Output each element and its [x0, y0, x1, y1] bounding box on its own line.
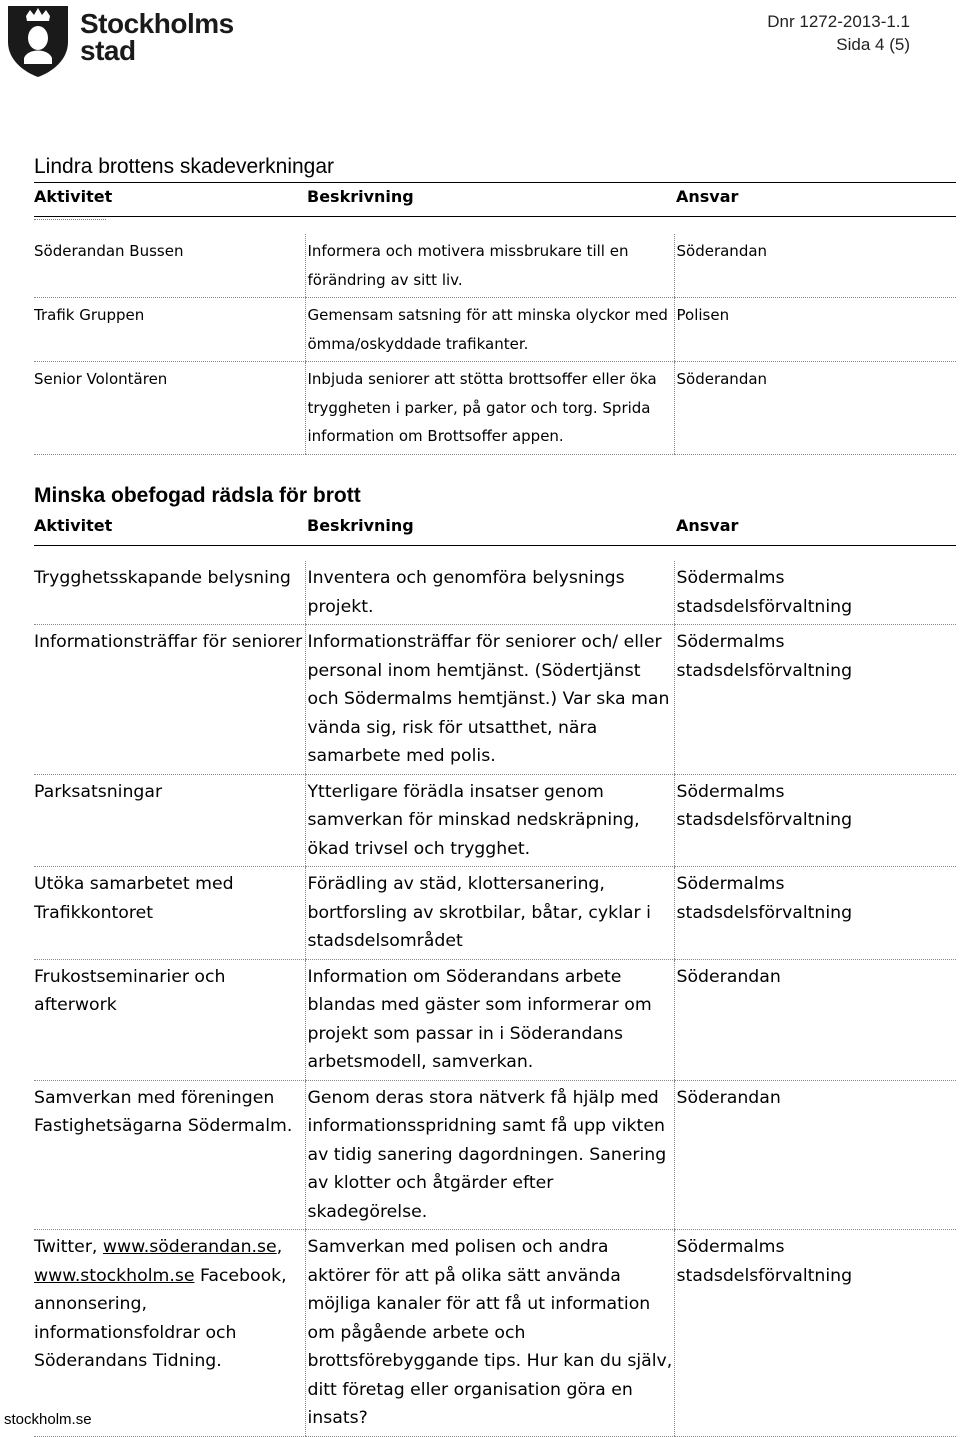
- col-ansvar: Ansvar: [676, 516, 739, 535]
- table-row: [34, 959, 956, 1080]
- activity-cell: Frukostseminarier och afterwork: [34, 959, 305, 1080]
- table-row: [34, 1080, 956, 1230]
- header-rule: [34, 182, 956, 183]
- responsible-cell: Södermalms stadsdelsförvaltning: [674, 561, 956, 625]
- responsible-cell: Södermalms stadsdelsförvaltning: [674, 625, 956, 775]
- table-row: [34, 774, 956, 867]
- activity-cell: Trafik Gruppen: [34, 298, 305, 362]
- responsible-cell: Söderandan: [674, 1080, 956, 1230]
- description-cell: Inbjuda seniorer att stötta brottsoffer eller öka tryggheten i parker, på gator och torg. Sprida information om Brottsoffer appen.: [305, 362, 674, 455]
- table-row: [34, 362, 956, 455]
- table-row: [34, 561, 956, 625]
- responsible-cell: Södermalms stadsdelsförvaltning: [674, 774, 956, 867]
- responsible-cell: Södermalms stadsdelsförvaltning: [674, 1230, 956, 1437]
- col-aktivitet: Aktivitet: [34, 187, 113, 206]
- table-row: [34, 234, 956, 298]
- section1-table-header: [34, 186, 956, 217]
- responsible-cell: Södermalms stadsdelsförvaltning: [674, 867, 956, 960]
- crown-shield-icon: [4, 2, 72, 78]
- activity-prefix: Twitter,: [34, 1237, 103, 1257]
- table-row: [34, 298, 956, 362]
- activity-suffix: Facebook, annonsering, informationsfoldrar och Söderandans Tidning.: [34, 1265, 287, 1371]
- activity-cell: Utöka samarbetet med Trafikkontoret: [34, 867, 305, 960]
- stockholms-stad-logo: [4, 2, 234, 80]
- activity-cell: Informationsträffar för seniorer: [34, 625, 305, 775]
- responsible-cell: Polisen: [674, 298, 956, 362]
- col-beskrivning: Beskrivning: [307, 187, 414, 206]
- description-cell: Ytterligare förädla insatser genom samverkan för minskad nedskräpning, ökad trivsel och trygghet.: [305, 774, 674, 867]
- section1-table: [34, 234, 956, 455]
- table-row: [34, 867, 956, 960]
- description-cell: Gemensam satsning för att minska olyckor med ömma/oskyddade trafikanter.: [305, 298, 674, 362]
- description-cell: Information om Söderandans arbete blandas med gäster som informerar om projekt som passar in i Söderandans arbetsmodell, samverkan.: [305, 959, 674, 1080]
- col-beskrivning: Beskrivning: [307, 516, 414, 535]
- divider: [34, 219, 106, 220]
- activity-cell: Samverkan med föreningen Fastighetsägarna Södermalm.: [34, 1080, 305, 1230]
- logo-line-2: stad: [80, 35, 136, 66]
- activity-cell: Trygghetsskapande belysning: [34, 561, 305, 625]
- page-number: Sida 4 (5): [836, 35, 910, 54]
- table-row: [34, 625, 956, 775]
- section-title-lindra: Lindra brottens skadeverkningar: [34, 155, 335, 178]
- activity-cell: Senior Volontären: [34, 362, 305, 455]
- description-cell: Informationsträffar för seniorer och/ eller personal inom hemtjänst. (Södertjänst och Södermalms hemtjänst.) Var ska man vända sig, risk för utsatthet, nära samarbete med polis.: [305, 625, 674, 775]
- description-cell: Informera och motivera missbrukare till en förändring av sitt liv.: [305, 234, 674, 298]
- link-separator: ,: [276, 1237, 283, 1257]
- section2-table: [34, 561, 956, 1437]
- link-soderandan[interactable]: www.söderandan.se: [102, 1237, 277, 1257]
- description-cell: Genom deras stora nätverk få hjälp med informationsspridning samt få upp vikten av tidig sanering dagordningen. Sanering av klotter och åtgärder efter skadegörelse.: [305, 1080, 674, 1230]
- responsible-cell: Söderandan: [674, 959, 956, 1080]
- logo-line-1: Stockholms: [80, 8, 234, 39]
- description-cell: Inventera och genomföra belysnings projekt.: [305, 561, 674, 625]
- responsible-cell: Söderandan: [674, 362, 956, 455]
- dnr-number: Dnr 1272-2013-1.1: [767, 12, 910, 31]
- description-cell: Samverkan med polisen och andra aktörer för att på olika sätt använda möjliga kanaler för att få ut information om pågående arbete och brottsförebyggande tips. Hur kan du själv, ditt företag eller organisation göra en insats?: [305, 1230, 674, 1437]
- activity-cell: Söderandan Bussen: [34, 234, 305, 298]
- responsible-cell: Söderandan: [674, 234, 956, 298]
- activity-cell: [34, 1230, 305, 1437]
- link-stockholm[interactable]: www.stockholm.se: [34, 1265, 195, 1286]
- document-reference: [767, 10, 910, 56]
- footer-site: stockholm.se: [4, 1411, 92, 1428]
- col-ansvar: Ansvar: [676, 187, 739, 206]
- col-aktivitet: Aktivitet: [34, 516, 113, 535]
- section-title-minska: Minska obefogad rädsla för brott: [34, 484, 361, 507]
- table-row: [34, 1230, 956, 1437]
- description-cell: Förädling av städ, klottersanering, bortforsling av skrotbilar, båtar, cyklar i stadsdelsområdet: [305, 867, 674, 960]
- section2-table-header: [34, 515, 956, 546]
- logo-wordmark: [80, 10, 234, 64]
- activity-cell: Parksatsningar: [34, 774, 305, 867]
